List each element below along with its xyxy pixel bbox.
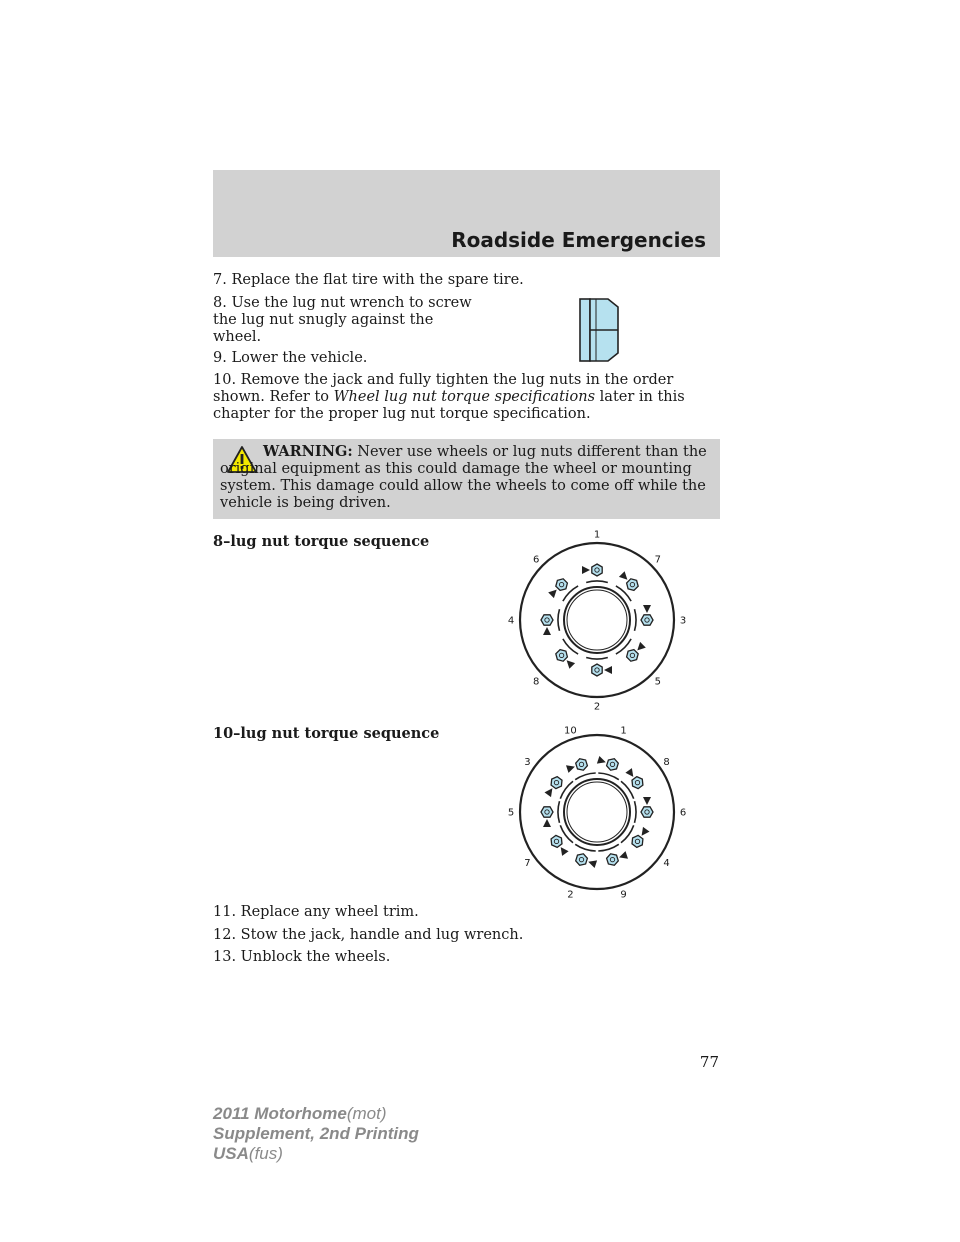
footer-imprint: [213, 1104, 419, 1164]
torque-spec-reference: Wheel lug nut torque specifications: [333, 389, 596, 405]
eight-lug-lug-nut-5: [627, 650, 639, 662]
ten-lug-diagram: [505, 725, 689, 901]
eight-lug-hub-outer: [564, 587, 630, 653]
eight-lug-lug-nut-2: [592, 664, 602, 676]
eight-lug-direction-arrow-2: [604, 666, 612, 674]
warning-box: [213, 439, 720, 519]
ten-lug-direction-arrow-4: [642, 827, 650, 836]
step-10-text-end: later in this chapter for the proper lug nut torque specification.: [213, 389, 685, 422]
ten-lug-sequence-label-7: 7: [524, 858, 531, 869]
eight-lug-sequence-label-6: 6: [533, 554, 540, 566]
eight-lug-hub-inner: [567, 590, 627, 650]
ten-lug-sequence-label-8: 8: [663, 757, 670, 768]
ten-lug-torque-arc-5: [558, 801, 560, 823]
footer-printing: Supplement, 2nd Printing: [213, 1124, 419, 1143]
ten-lug-lug-nut-10: [576, 759, 588, 771]
eight-lug-lug-nut-1: [592, 564, 602, 576]
ten-lug-direction-arrow-9: [619, 851, 628, 859]
warning-label: WARNING:: [263, 443, 353, 460]
eight-lug-sequence-label-7: 7: [654, 554, 661, 566]
ten-lug-direction-arrow-5: [543, 819, 551, 827]
footer-model-tag: (mot): [346, 1104, 387, 1123]
ten-lug-sequence-label-6: 6: [679, 807, 687, 819]
ten-lug-sequence-label-10: 10: [564, 725, 577, 737]
eight-lug-torque-arc-4: [558, 609, 560, 631]
lug-nut-icon: [574, 295, 634, 365]
section-title: Roadside Emergencies: [451, 228, 706, 252]
eight-lug-direction-arrow-4: [543, 627, 551, 635]
eight-lug-direction-arrow-3: [643, 605, 651, 613]
ten-lug-hub-inner: [567, 782, 627, 842]
ten-lug-hub-outer: [564, 779, 630, 845]
eight-lug-direction-arrow-5: [637, 642, 646, 651]
ten-lug-wheel-svg: [505, 725, 689, 901]
eight-lug-lug-nut-8: [556, 650, 568, 662]
ten-lug-direction-arrow-6: [643, 797, 651, 805]
eight-lug-direction-arrow-1: [582, 566, 590, 574]
ten-lug-lug-nut-3: [551, 777, 562, 789]
ten-lug-lug-nut-8: [632, 777, 643, 789]
ten-lug-lug-nut-6: [641, 807, 653, 817]
eight-lug-sequence-label-8: 8: [533, 676, 540, 688]
footer-model: 2011 Motorhome: [213, 1104, 347, 1123]
ten-lug-lug-nut-7: [551, 835, 562, 847]
step-10: [213, 372, 720, 423]
eight-lug-torque-arc-1: [586, 581, 608, 583]
ten-lug-lug-nut-5: [541, 807, 553, 817]
eight-lug-lug-nut-4: [541, 615, 553, 625]
ten-lug-sequence-label-2: 2: [567, 889, 574, 901]
eight-lug-direction-arrow-7: [619, 571, 628, 580]
ten-lug-sequence-label-4: 4: [663, 858, 670, 869]
eight-lug-direction-arrow-8: [567, 660, 576, 669]
step-7: 7. Replace the flat tire with the spare tire.: [213, 272, 524, 288]
ten-lug-lug-nut-1: [607, 759, 619, 771]
eight-lug-heading: 8–lug nut torque sequence: [213, 533, 430, 550]
ten-lug-heading: 10–lug nut torque sequence: [213, 725, 440, 742]
ten-lug-torque-arc-6: [635, 801, 637, 823]
section-header-band: [213, 170, 720, 257]
step-8: 8. Use the lug nut wrench to screw the lug nut snugly against the wheel.: [213, 295, 472, 345]
ten-lug-direction-arrow-7: [561, 847, 569, 856]
eight-lug-lug-nut-3: [641, 615, 653, 625]
ten-lug-sequence-label-3: 3: [524, 757, 531, 768]
step-12: 12. Stow the jack, handle and lug wrench.: [213, 927, 524, 943]
eight-lug-direction-arrow-6: [548, 590, 557, 599]
ten-lug-sequence-label-9: 9: [620, 889, 627, 901]
eight-lug-sequence-label-2: 2: [593, 701, 601, 713]
ten-lug-direction-arrow-1: [597, 756, 606, 764]
eight-lug-torque-arc-3: [635, 609, 637, 631]
warning-text: Never use wheels or lug nuts different than the original equipment as this could damage the wheel or mounting system. This damage could allow the wheels to come off while the vehicle is being driven.: [220, 444, 707, 511]
eight-lug-sequence-label-1: 1: [593, 529, 601, 541]
warning-paragraph: [220, 443, 712, 512]
ten-lug-direction-arrow-2: [588, 860, 597, 868]
ten-lug-lug-nut-4: [632, 835, 643, 847]
footer-market: USA: [213, 1144, 249, 1163]
ten-lug-lug-nut-9: [607, 854, 619, 866]
step-10-text: 10. Remove the jack and fully tighten the lug nuts in the order shown. Refer to: [213, 372, 674, 405]
step-11: 11. Replace any wheel trim.: [213, 904, 419, 920]
page-number: 77: [699, 1053, 719, 1071]
ten-lug-lug-nut-2: [576, 854, 588, 866]
footer-market-tag: (fus): [248, 1144, 283, 1163]
eight-lug-sequence-label-3: 3: [679, 615, 687, 627]
ten-lug-direction-arrow-8: [625, 768, 633, 777]
step-13: 13. Unblock the wheels.: [213, 949, 391, 965]
eight-lug-diagram: [505, 529, 689, 713]
eight-lug-sequence-label-4: 4: [507, 615, 515, 627]
eight-lug-wheel-svg: [505, 529, 689, 713]
eight-lug-lug-nut-7: [627, 579, 639, 591]
eight-lug-lug-nut-6: [556, 579, 568, 591]
ten-lug-direction-arrow-3: [545, 788, 553, 797]
lug-nut-illustration: [574, 295, 634, 365]
step-9: 9. Lower the vehicle.: [213, 350, 368, 366]
ten-lug-sequence-label-5: 5: [507, 807, 515, 819]
ten-lug-sequence-label-1: 1: [620, 725, 627, 737]
eight-lug-sequence-label-5: 5: [654, 676, 661, 688]
eight-lug-torque-arc-2: [586, 658, 608, 660]
ten-lug-direction-arrow-10: [566, 765, 575, 773]
